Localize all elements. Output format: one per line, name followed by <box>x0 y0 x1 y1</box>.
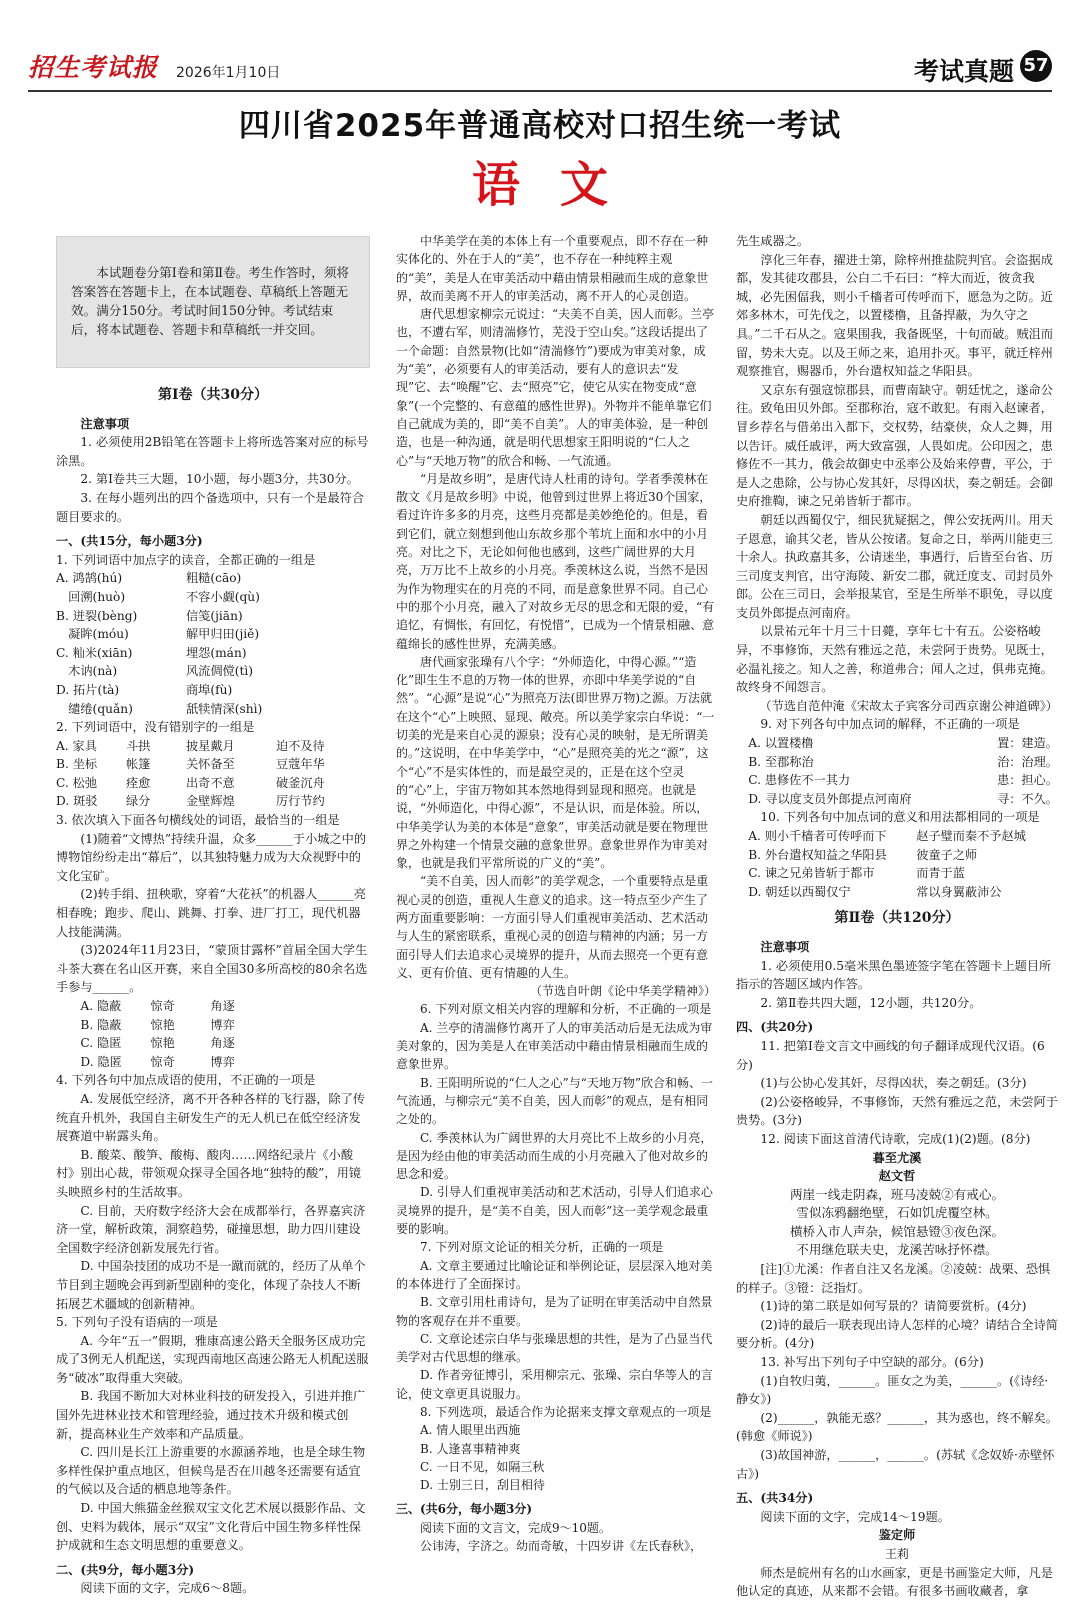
q3-option: A. 隐蔽 <box>80 999 122 1013</box>
note-item: 2. 第Ⅱ卷共四大题，12小题，共120分。 <box>760 995 982 1010</box>
q1-option: B. 迸裂(bèng) <box>56 608 138 623</box>
q1-option: 商埠(fù) <box>186 682 233 697</box>
section-3-intro: 阅读下面的文言文，完成9～10题。 <box>420 1520 611 1535</box>
section-5-heading: 五、(共34分) <box>736 1491 814 1506</box>
wenyan-paragraph: 淳化三年春，擢进士第，除梓州推盐院判官。会盗据成都，发其徒攻郡县，公白二千石曰：“梓大而近，彼贪我城，必先困偪我，则小千檣者可传呼而下，愿急为之防。近郊多林木，可先伐之，以置楼橹，且备捍蔽，为久守之具。”二千石从之。寇果围我，我备既坚，十旬而破。贼沮而留，势未大克。以及王师之来，追用扑灭。事平，就迁梓州观察推官，赐器币，外台遣权知益之华阳县。 <box>736 252 1054 379</box>
column-3 <box>736 232 1058 1601</box>
q10-option: A. 则小千樯者可传呼而下 <box>748 829 887 843</box>
poem-author: 赵文哲 <box>878 1169 916 1184</box>
q5-option: A. 今年“五一”假期，雅康高速公路天全服务区成功完成了3例无人机配送，实现西南地区高速公路无人机配送服务“破冰”取得重大突破。 <box>56 1333 369 1385</box>
q6-option: A. 兰亭的清湍修竹离开了人的审美活动后是无法成为审美对象的，因为美是人在审美活动中藉由情景相融而生成的意象世界。 <box>396 1020 713 1072</box>
q8-option: B. 人逢喜事精神爽 <box>420 1441 521 1456</box>
page-number: 57 <box>1020 50 1052 82</box>
q1-option: 木讷(nà) <box>56 664 118 679</box>
q8-option: A. 情人眼里出西施 <box>420 1423 521 1438</box>
q9-option: 寻：不久。 <box>997 791 1058 806</box>
note-item: 1. 必须使用0.5毫米黑色墨迹签字笔在答题卡上题目所指示的答题区域内作答。 <box>736 958 1052 992</box>
q1-option: 信笺(jiān) <box>186 608 243 623</box>
question-10: 10. 下列各句中加点词的意义和用法都相同的一项是 <box>760 810 1040 825</box>
section-3-heading: 三、(共6分，每小题3分) <box>396 1502 533 1517</box>
q7-option: A. 文章主要通过比喻论证和举例论证，层层深入地对美的本体进行了全面探讨。 <box>396 1258 713 1291</box>
q1-option: 粗糙(cāo) <box>186 571 242 586</box>
q1-option: A. 鸿鹄(hú) <box>56 571 123 586</box>
q2-option: 披星戴月 <box>186 738 235 753</box>
q2-option: 关怀备至 <box>186 757 235 772</box>
wenyan-source: （节选自范仲淹《宋故太子宾客分司西京谢公神道碑》） <box>759 698 1058 713</box>
q1-option: 舐犊情深(shì) <box>186 701 263 716</box>
q2-option: 帐篷 <box>126 757 151 772</box>
volume-2-heading: 第Ⅱ卷（共120分） <box>834 910 960 927</box>
q3-sentence: (3)2024年11月23日，“蒙顶甘露杯”首届全国大学生斗茶大赛在名山区开赛，来自全国30多所高校的80余名选手参与______。 <box>56 943 368 995</box>
q6-option: D. 引导人们重视审美活动和艺术活动，引导人们追求心灵境界的提升，是“美不自美，因人而彰”这一美学观念最重要的影响。 <box>396 1185 713 1237</box>
question-2: 2. 下列词语中，没有错别字的一组是 <box>56 720 255 735</box>
poem-note: [注]①尤溪：作者自注又名龙溪。②凌兢：战栗、恐惧的样子。③镫：泛指灯。 <box>736 1262 1051 1295</box>
poem-line: 两崖一线走阴森，班马凌兢②有戒心。 <box>789 1186 1005 1202</box>
question-13: 13. 补写出下列句子中空缺的部分。(6分) <box>760 1355 984 1370</box>
question-9: 9. 对下列各句中加点词的解释，不正确的一项是 <box>760 717 1020 732</box>
q2-option: B. 坐标 <box>56 757 98 772</box>
q10-option: B. 外台遣权知益之华阳县 <box>748 847 887 862</box>
passage-paragraph: 中华美学在美的本体上有一个重要观点，即不存在一种实体化的、外在于人的“美”，也不存在一种纯粹主观的“美”，美是人在审美活动中藉由情景相融而生成的意象世界，故而美离不开人的审美活动，离不开人的心灵创造。 <box>396 234 709 303</box>
q5-option: B. 我国不断加大对林业科技的研发投入，引进并推广国外先进林业技术和管理经验，通过技术升级和模式创新，提高林业生产效率和产品质量。 <box>56 1389 366 1441</box>
issue-date: 2026年1月10日 <box>176 65 281 81</box>
q2-option: 金壁辉煌 <box>186 794 235 809</box>
q1-option: C. 籼米(xiān) <box>56 645 133 660</box>
q6-option: C. 季羡林认为广阔世界的大月亮比不上故乡的小月亮，是因为经由他的审美活动而生成的小月亮融入了他对故乡的思念和爱。 <box>396 1130 713 1182</box>
q9-option: A. 以置楼橹 <box>748 736 814 751</box>
q3-option: C. 隐匿 <box>80 1036 122 1051</box>
section-5-intro: 阅读下面的文字，完成14～19题。 <box>760 1509 950 1524</box>
q3-option: 博弈 <box>210 1017 235 1032</box>
q2-option: 绿分 <box>126 794 151 809</box>
passage-paragraph: “美不自美，因人而彰”的美学观念，一个重要特点是重视心灵的创造，重视人生意义的追求。这一特点至少产生了两方面重要影响：一方面引导人们重视审美活动、艺术活动与人生的紧密联系，重视心灵的创造与精神的内涵；另一方面引导人们去追求心灵境界的提升，从而去照亮一个更有意义、更有价值、更有情趣的人生。 <box>396 874 709 980</box>
q1-option: 凝眸(móu) <box>56 627 129 642</box>
q10-option: C. 谏之兄弟皆斩于都市 <box>748 866 875 881</box>
question-8: 8. 下列选项，最适合作为论据来支撑文章观点的一项是 <box>420 1405 712 1419</box>
q2-options <box>56 737 370 811</box>
q6-option: B. 王阳明所说的“仁人之心”与“天地万物”欣合和畅、一气流通，与柳宗元“美不自美，因人而彰”的观点，是有相同之处的。 <box>396 1075 713 1127</box>
story-author: 王莉 <box>884 1546 910 1561</box>
question-12: 12. 阅读下面这首清代诗歌，完成(1)(2)题。(8分) <box>760 1131 1031 1146</box>
section-title: 考试真题 <box>913 57 1014 86</box>
q2-option: 迫不及待 <box>276 738 325 753</box>
newspaper-logo: 招生考试报 <box>28 53 159 82</box>
q8-option: D. 士别三日，刮目相待 <box>420 1478 545 1493</box>
q9-option: C. 患修佐不一其力 <box>748 773 851 788</box>
note-item: 3. 在每小题列出的四个备选项中，只有一个是最符合题目要求的。 <box>56 490 365 524</box>
q5-option: D. 中国大熊猫金丝猴双宝文化艺术展以摄影作品、文创、史料为载体，展示“双宝”文化背后中国生物多样性保护成就和生态文明思想的重要意义。 <box>56 1501 366 1553</box>
question-5: 5. 下列句子没有语病的一项是 <box>56 1315 218 1330</box>
q1-option: 回溯(huò) <box>56 589 126 604</box>
q2-option: 痊愈 <box>126 775 151 790</box>
q4-option: C. 目前，天府数字经济大会在成都举行，各界嘉宾济济一堂，解析政策，洞察趋势，碰撞思想，助力四川建设全国数字经济创新发展先行省。 <box>56 1203 366 1255</box>
section-2-heading: 二、(共9分，每小题3分) <box>56 1562 195 1577</box>
q1-option: D. 拓片(tà) <box>56 682 120 697</box>
passage-paragraph: 唐代画家张璪有八个字：“外师造化，中得心源。”“造化”即生生不息的万物一体的世界，亦即中华美学说的“自然”。“心源”是说“心”为照亮万法(即世界万物)之源。万法就在这个“心”上映照、显现、敞亮。所以美学家宗白华说：“一切美的光是来自心灵的源泉；没有心灵的映射，是无所谓美的。”这说明，在中华美学中，“心”是照亮美的光之“源”，这个“心”不是实体性的，而是最空灵的，正是在这个空灵的“心”上，宇宙万物如其本然地得到显现和照亮。也就是说，“外师造化，中得心源”，不是认识，而是体验。所以，中华美学认为美的本体是“意象”，审美活动就是要在物理世界之外构建一个情景交融的意象世界。意象世界作为审美对象，也就是我们平常所说的广义的“美”。 <box>396 654 715 871</box>
q3-sentence: (2)转手绢、扭秧歌，穿着“大花袄”的机器人______亮相春晚；跑步、爬山、跳舞、打拳、进厂打工，现代机器人技能满满。 <box>56 887 367 939</box>
wenyan-paragraph: 先生咸器之。 <box>736 234 810 248</box>
q11-sentence: (2)公姿格峻异，不事修饰，天然有雅远之范，未尝阿于贵势。(3分) <box>736 1094 1058 1128</box>
q3-option: 惊奇 <box>150 1054 175 1069</box>
q10-option: 赵子璧而秦不予赵城 <box>916 829 1026 843</box>
question-7: 7. 下列对原文论证的相关分析，正确的一项是 <box>420 1240 664 1255</box>
q10-option: 常以身翼蔽沛公 <box>916 884 1002 899</box>
q3-option: 惊艳 <box>150 1036 175 1051</box>
passage-source: （节选自叶朗《论中华美学精神》） <box>529 984 716 999</box>
q3-option: D. 隐匿 <box>80 1054 122 1069</box>
q13-blank: (1)自牧归荑，______。匪女之为美，______。(《诗经·静女》) <box>736 1373 1049 1407</box>
q4-option: D. 中国杂技团的成功不是一蹴而就的，经历了从单个节目到主题晚会再到新型剧种的变化，体现了杂技人不断拓展艺术疆域的创新精神。 <box>56 1259 366 1311</box>
q2-option: C. 松弛 <box>56 775 98 790</box>
question-6: 6. 下列对原文相关内容的理解和分析，不正确的一项是 <box>420 1002 712 1017</box>
exam-title: 四川省2025年普通高校对口招生统一考试 <box>238 108 842 144</box>
passage-paragraph: 唐代思想家柳宗元说过：“夫美不自美，因人而彰。兰亭也，不遭右军，则清湍修竹，芜没于空山矣。”这段话提出了一个命题：自然景物(比如“清湍修竹”)要成为审美对象，成为“美”，必须要有人的审美活动，要有人的意识去“发现”它、去“唤醒”它、去“照亮”它，使它从实在物变成“意象”(一个完整的、有意蕴的感性世界)。外物并不能单靠它们自己就成为美的，即“美不自美”。人的审美体验，是一种创造，也是一种沟通，就是明代思想家王阳明说的“仁人之心”与“天地万物”的欣合和畅、一气流通。 <box>396 307 715 468</box>
q3-sentence: (1)随着“文博热”持续升温，众多______于小城之中的博物馆纷纷走出“幕后”，以其独特魅力成为大众视野中的文化宝矿。 <box>56 831 367 883</box>
story-paragraph: 师杰是皖州有名的山水画家，更是书画鉴定大师，凡是他认定的真迹，从来都不会错。有很多书画收藏者，拿 <box>736 1565 1053 1599</box>
q9-option: 治：治理。 <box>997 754 1058 769</box>
q1-option: 缱绻(quǎn) <box>56 701 133 716</box>
q1-option: 风流倜傥(tì) <box>186 664 254 679</box>
note-item: 2. 第Ⅰ卷共三大题，10小题，每小题3分，共30分。 <box>80 472 359 487</box>
q13-blank: (2)______，孰能无惑？______，其为惑也，终不解矣。(韩愈《师说》) <box>736 1410 1058 1444</box>
q1-option: 解甲归田(jiě) <box>186 627 260 642</box>
q2-option: 出奇不意 <box>186 775 235 790</box>
q4-option: B. 酸菜、酸笋、酸梅、酸肉……网络纪录片《小酸村》别出心裁，带领观众探寻全国各地“独特的酸”，用镜头映照乡村的生活故事。 <box>56 1147 361 1199</box>
poem-line: 横桥入市人声杂，候馆悬镫③夜色深。 <box>789 1223 1005 1239</box>
q2-option: A. 家具 <box>56 738 97 753</box>
q12-subquestion: (1)诗的第二联是如何写景的？请简要赏析。(4分) <box>760 1299 1027 1314</box>
question-1: 1. 下列词语中加点字的读音，全都正确的一组是 <box>56 552 316 567</box>
q9-options <box>736 734 1058 808</box>
q3-option: 博弈 <box>210 1054 235 1069</box>
wenyan-paragraph: 朝廷以西蜀仅宁，细民犹疑据之，俾公安抚两川。用天子恩意，谕其父老，皆从公按诸。复命之日，举两川能吏三十余人。执政嘉其多，公请迷坐，事遇行，后皆至台省、历三司度支判官，出守海陵、新安二郡，就迁度支、司封员外郎。公在三司日，会举报某官，至是生所举不职免，寻以度支员外郎提点河南府。 <box>736 512 1053 620</box>
q10-options <box>736 827 1058 901</box>
q9-option: D. 寻以度支员外郎提点河南府 <box>748 791 912 806</box>
volume-1-heading: 第Ⅰ卷（共30分） <box>157 387 269 403</box>
q1-option: 埋怨(mán) <box>186 645 247 660</box>
column-2 <box>396 232 716 1555</box>
q7-option: D. 作者旁征博引，采用柳宗元、张璪、宗白华等人的言论，使文章更具说服力。 <box>396 1368 713 1401</box>
q2-option: D. 斑驳 <box>56 794 98 809</box>
notice-text: 本试题卷分第Ⅰ卷和第Ⅱ卷。考生作答时，须将答案答在答题卡上，在本试题卷、草稿纸上答题无效。满分150分。考试时间150分钟。考试结束后，将本试题卷、答题卡和草稿纸一并交回。 <box>71 265 350 337</box>
q3-option: 惊艳 <box>150 1017 175 1032</box>
note-item: 1. 必须使用2B铅笔在答题卡上将所选答案对应的标号涂黑。 <box>56 435 369 468</box>
q9-option: 患：担心。 <box>997 773 1058 788</box>
wenyan-paragraph: 又京东有强寇惊郡县，而曹南缺守。朝廷忧之，遂命公往。致龟田贝外郎。至郡称治，寇不敢犯。有雨入赵谏者，冒乡荐名与借弟出入都下，交权势，结豪侠，众人之舞，用以告讦。威任戚评，两大致富强，人畏如虎。公印因之，患修佐不一其力，俄会故御史中丞率公及始来停曹，平公，于是人之患除，公与协心发其奸，尽得凶状，奏之朝廷。会御史府推鞫，谏之兄弟皆斩于都市。 <box>736 382 1053 509</box>
story-title: 鉴定师 <box>878 1528 916 1543</box>
q5-option: C. 四川是长江上游重要的水源涵养地，也是全球生物多样性保护重点地区，但候鸟是否在川越冬还需要有适宜的气候以及合适的栖息地等条件。 <box>56 1445 366 1497</box>
q3-option: B. 隐蔽 <box>80 1017 122 1032</box>
wenyan-paragraph: 公讳涛，字济之。幼而奇敏，十四岁讲《左氏春秋》， <box>420 1539 703 1554</box>
exam-subject: 语文 <box>471 157 648 213</box>
question-3: 3. 依次填入下面各句横线处的词语，最恰当的一组是 <box>56 813 340 828</box>
notes-title: 注意事项 <box>80 416 130 431</box>
q1-options <box>56 569 370 718</box>
q10-option: D. 朝廷以西蜀仅宁 <box>748 884 851 899</box>
q2-option: 斗拱 <box>126 738 151 753</box>
section-4-heading: 四、(共20分) <box>736 1020 814 1035</box>
q12-subquestion: (2)诗的最后一联表现出诗人怎样的心境？请结合全诗简要分析。(4分) <box>736 1317 1058 1351</box>
section-1-heading: 一、(共15分，每小题3分) <box>56 534 203 549</box>
q4-option: A. 发展低空经济，离不开各种各样的飞行器，除了传统直升机外，我国自主研发生产的无人机已在低空经济发展赛道中崭露头角。 <box>56 1091 366 1144</box>
page-header <box>28 44 1052 92</box>
q1-option: 不容小觑(qù) <box>186 589 260 604</box>
q10-option: 彼童子之师 <box>916 847 978 862</box>
passage-paragraph: “月是故乡明”，是唐代诗人杜甫的诗句。学者季羡林在散文《月是故乡明》中说，他曾到过世界上将近30个国家，看过许许多多的月亮，这些月亮都是美妙绝伦的。但是，看到它们，就立刻想到他山东故乡那个苇坑上面和水中的小月亮。对比之下，无论如何他也感到，这些广阔世界的大月亮，万万比不上故乡的小月亮。季羡林这么说，当然不是因为作为物理实在的月亮的不同，而是意象世界不同。自己心中的那个小月亮，融入了对故乡无尽的思念和无限的爱，“有追忆，有惆怅，有回忆，有悦惜”，已成为一个情景相融、意蕴绵长的感性世界，充满美感。 <box>396 471 715 651</box>
question-11: 11. 把第Ⅰ卷文言文中画线的句子翻译成现代汉语。(6分) <box>736 1038 1045 1072</box>
column-1 <box>56 232 370 1598</box>
q7-option: B. 文章引用杜甫诗句，是为了证明在审美活动中自然景物的客观存在并不重要。 <box>396 1295 713 1328</box>
exam-notice-box <box>56 236 370 368</box>
q2-option: 豆蔻年华 <box>276 757 325 772</box>
q8-option: C. 一日不见，如隔三秋 <box>420 1459 545 1474</box>
q3-options <box>56 997 370 1071</box>
q3-option: 惊奇 <box>150 999 175 1013</box>
question-4: 4. 下列各句中加点成语的使用，不正确的一项是 <box>56 1073 316 1088</box>
q10-option: 而青于蓝 <box>916 866 965 881</box>
q9-option: 置：建造。 <box>997 736 1058 751</box>
poem-line: 雪似冻鸦翻绝壁，石如饥虎覆空林。 <box>796 1205 998 1221</box>
q2-option: 厉行节约 <box>276 794 325 809</box>
q9-option: B. 至郡称治 <box>748 754 814 769</box>
section-2-intro: 阅读下面的文字，完成6～8题。 <box>80 1581 255 1596</box>
q3-option: 角逐 <box>210 1036 235 1051</box>
q3-option: 角逐 <box>210 999 235 1013</box>
q13-blank: (3)故国神游，______，______。(苏轼《念奴娇·赤壁怀古》) <box>736 1448 1055 1481</box>
q7-option: C. 文章论述宗白华与张璪思想的共性，是为了凸显当代美学对古代思想的继承。 <box>396 1331 713 1365</box>
wenyan-paragraph: 以景祐元年十月三十日薨，享年七十有五。公姿格峻异，不事修饰，天然有雅远之范，未尝阿于贵势。见既士，必温礼接之。知人之善，称道弗合；闻人之过，俱弗克掩。故终身不闻怨言。 <box>736 624 1053 695</box>
q2-option: 破釜沉舟 <box>276 775 325 790</box>
poem-title: 暮至尤溪 <box>872 1150 922 1165</box>
q11-sentence: (1)与公协心发其奸，尽得凶状，奏之朝廷。(3分) <box>760 1076 1027 1091</box>
notes-2-title: 注意事项 <box>760 939 810 954</box>
poem-line: 不用继危联夫史，龙溪苦咏抒怀襟。 <box>796 1242 998 1258</box>
